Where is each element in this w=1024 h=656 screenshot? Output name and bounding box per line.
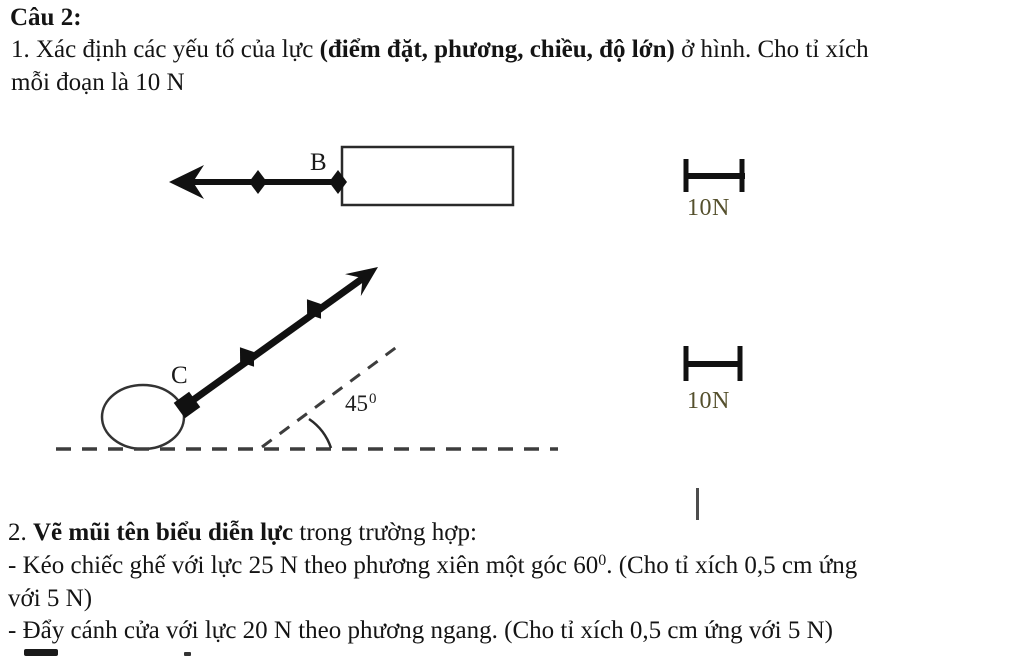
page-title: Câu 2: <box>10 4 82 31</box>
question2-item1-post: . (Cho tỉ xích 0,5 cm ứng <box>606 552 858 579</box>
force-arrow-b-diamond-mid <box>249 170 267 194</box>
question2-item1-line1 <box>8 550 857 581</box>
scale-1-label: 10N <box>687 195 730 221</box>
block-rectangle <box>342 147 513 205</box>
point-label-c: C <box>171 362 188 389</box>
scale-2-label: 10N <box>687 388 730 414</box>
angle-arc <box>309 419 331 448</box>
question2-item1-superscript: 0 <box>598 552 607 569</box>
question2-item1-pre: - Kéo chiếc ghế với lực 25 N theo phương xiên một góc 60 <box>8 552 599 579</box>
scale-bar-2 <box>684 346 742 381</box>
question2-item2: - Đẩy cánh cửa với lực 20 N theo phương ngang. (Cho tỉ xích 0,5 cm ứng với 5 N) <box>8 617 833 644</box>
question2-intro-bold: Vẽ mũi tên biểu diễn lực <box>33 519 294 546</box>
cut-off-text-fragment-2 <box>184 652 191 656</box>
question2-item1-line2: với 5 N) <box>8 585 93 612</box>
force-arrow-c-shaft <box>189 276 366 403</box>
question1-line2: mỗi đoạn là 10 N <box>11 69 185 96</box>
question2-intro <box>8 517 477 548</box>
question1-line1-post: ở hình. Cho tỉ xích <box>674 36 869 63</box>
question2-intro-pre: 2. <box>8 519 33 546</box>
angle-label <box>345 391 376 417</box>
angle-dashed-line <box>262 346 398 447</box>
scale-bar-1 <box>684 159 745 192</box>
question2-intro-post: trong trường hợp: <box>293 519 477 546</box>
point-label-b: B <box>310 149 327 176</box>
text-cursor-mark <box>696 488 699 520</box>
question1-line1-pre: 1. Xác định các yếu tố của lực <box>11 36 320 63</box>
cut-off-text-fragment-1 <box>24 649 58 656</box>
question1-line1-bold: (điểm đặt, phương, chiều, độ lớn) <box>319 36 675 63</box>
ball-ellipse <box>102 385 184 449</box>
angle-value: 45 <box>345 391 368 416</box>
angle-superscript: 0 <box>369 391 377 407</box>
